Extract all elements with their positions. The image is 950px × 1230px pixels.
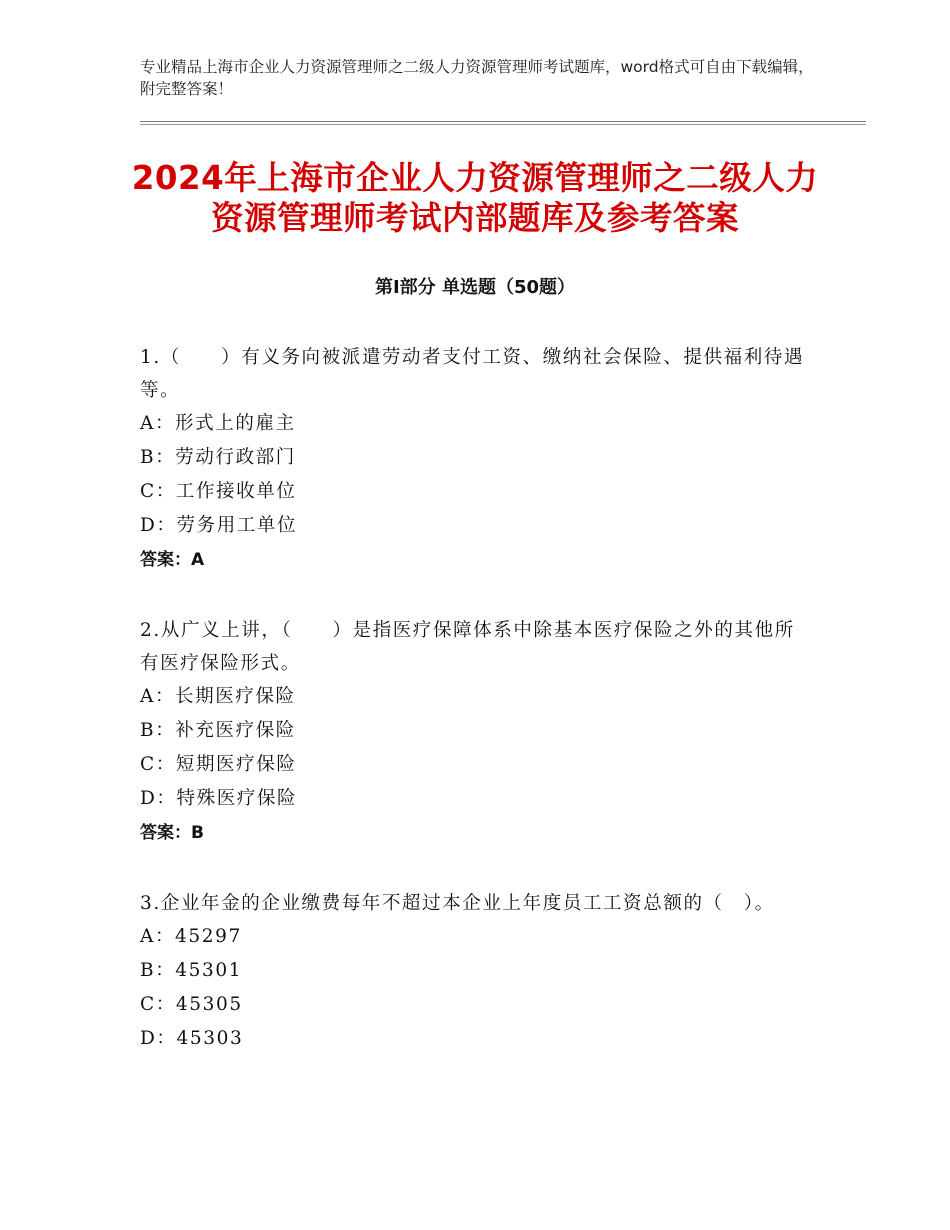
answer-line: 答案：B <box>140 823 204 843</box>
option-d: D：劳务用工单位 <box>140 515 298 536</box>
option-c: C：短期医疗保险 <box>140 754 297 775</box>
option-a: A：45297 <box>140 926 242 947</box>
question-stem: 1.（ ）有义务向被派遣劳动者支付工资、缴纳社会保险、提供福利待遇等。 <box>140 347 805 401</box>
question-block <box>140 614 805 850</box>
option-c: C：45305 <box>140 994 243 1015</box>
section-heading: 第Ⅰ部分 单选题（50题） <box>374 277 575 298</box>
document-title: 2024年上海市企业人力资源管理师之二级人力资源管理师考试内部题库及参考答案 <box>131 159 819 237</box>
option-b: B：45301 <box>140 960 243 981</box>
option-b: B：补充医疗保险 <box>140 720 296 741</box>
option-a: A：形式上的雇主 <box>140 413 296 434</box>
option-d: D：特殊医疗保险 <box>140 788 298 809</box>
header-rule-secondary <box>140 124 866 125</box>
option-d: D：45303 <box>140 1028 244 1049</box>
option-c: C：工作接收单位 <box>140 481 297 502</box>
question-stem: 3.企业年金的企业缴费每年不超过本企业上年度员工工资总额的（ ）。 <box>140 893 775 914</box>
question-block <box>140 887 805 1056</box>
option-a: A：长期医疗保险 <box>140 686 296 707</box>
header-rule <box>140 121 866 122</box>
header-note: 专业精品上海市企业人力资源管理师之二级人力资源管理师考试题库，word格式可自由下载编辑，附完整答案！ <box>140 58 814 98</box>
question-stem: 2.从广义上讲，（ ）是指医疗保障体系中除基本医疗保险之外的其他所有医疗保险形式。 <box>140 620 795 674</box>
question-block <box>140 341 805 577</box>
option-b: B：劳动行政部门 <box>140 447 296 468</box>
answer-line: 答案：A <box>140 550 205 570</box>
